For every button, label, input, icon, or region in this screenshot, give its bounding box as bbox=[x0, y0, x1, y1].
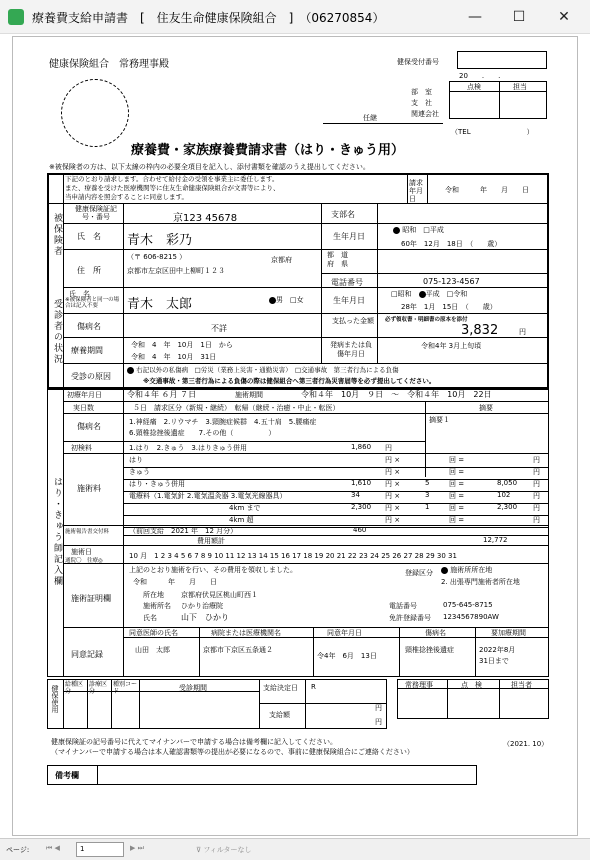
fee-row-yen: 円 bbox=[533, 516, 540, 524]
fee-row-times: 回 = bbox=[449, 492, 465, 500]
cert-org-label: 施術所名 bbox=[143, 602, 171, 610]
office-h2: 診療区分 bbox=[89, 681, 108, 695]
office-h3: 種別コード bbox=[113, 681, 138, 695]
staff-label: 担当 bbox=[513, 83, 527, 91]
era2-selected-icon bbox=[419, 291, 426, 298]
fee-row-divider bbox=[123, 515, 549, 516]
days-value[interactable]: ５日 請求区分（新規・継続） 転帰（継続・治癒・中止・転医） bbox=[133, 404, 340, 412]
fee-row-divider bbox=[123, 467, 549, 468]
cause-text: 右記以外の私傷病 □労災（業務上災害・通勤災害） □交通事故 第三者行為による負傷 bbox=[136, 366, 399, 374]
fee-row-unit: 円 × bbox=[385, 456, 401, 464]
insured-name-label: 氏 名 bbox=[77, 232, 101, 241]
status-bar bbox=[0, 838, 590, 860]
insured-dob-label: 生年月日 bbox=[333, 232, 365, 241]
era-showa: 昭和 bbox=[402, 226, 417, 234]
cert-name-value[interactable]: 山下 ひかり bbox=[181, 613, 229, 622]
paid-note: 必ず領収書・明細書の原本を添付 bbox=[385, 317, 468, 323]
fee-row-qty[interactable]: 2,300 bbox=[351, 503, 372, 511]
cert-name-label: 氏名 bbox=[143, 614, 157, 622]
patient-name-label: 氏 名 bbox=[69, 290, 90, 298]
init-yen: 円 bbox=[385, 444, 392, 452]
fee-row-unit: 円 × bbox=[385, 492, 401, 500]
cert-phone-value[interactable]: 075-645-8715 bbox=[443, 601, 493, 609]
fee-row-unit: 円 × bbox=[385, 504, 401, 512]
next-page-icon[interactable]: ▶ ⏭ bbox=[130, 844, 144, 852]
paid-label: 支払った金額 bbox=[332, 317, 374, 325]
era-heisei-2: 平成 bbox=[425, 290, 440, 298]
fee-row-times: 回 = bbox=[449, 504, 465, 512]
first-visit-label: 初療年月日 bbox=[67, 391, 102, 399]
staff2: 点 検 bbox=[461, 681, 482, 689]
office-h6: 支給額 bbox=[269, 711, 290, 719]
form-version: （2021. 10） bbox=[503, 740, 549, 748]
consent-hosp[interactable]: 京都市下京区五条通２ bbox=[203, 646, 273, 654]
consent-h4: 傷病名 bbox=[425, 629, 446, 637]
summary-label: 摘要 bbox=[479, 404, 493, 412]
fee-row-yen: 円 bbox=[533, 492, 540, 500]
total-value[interactable]: 12,772 bbox=[483, 536, 508, 544]
request-date-label: 請求年月日 bbox=[409, 179, 423, 203]
cert-reg-class-label: 登録区分 bbox=[405, 569, 433, 577]
card-value[interactable]: 京123 45678 bbox=[173, 213, 238, 224]
onset-label: 発病または負傷年月日 bbox=[330, 341, 372, 358]
request-date-value[interactable]: 令和 年 月 日 bbox=[445, 186, 529, 194]
maximize-button[interactable]: ☐ bbox=[512, 9, 526, 25]
insured-name-value[interactable]: 青木 彩乃 bbox=[127, 233, 193, 248]
footer-note: 健康保険証の記号番号に代えてマイナンバーで申請する場合は備考欄に記入してください。 （マイナンバーで申請する場合は本人確認書類等の提出が必要になるので、事前に健康保険組合にご連絡ください） bbox=[51, 738, 414, 756]
card-label: 健康保険証記号・番号 bbox=[75, 205, 117, 221]
fee-row-label: 電療料（1.電気針 2.電気温灸器 3.電気光線器具） bbox=[129, 492, 287, 500]
first-page-icon[interactable]: ⏮ ◀ bbox=[46, 844, 60, 852]
fee-row-divider bbox=[123, 503, 549, 504]
fee-row-unit: 円 × bbox=[385, 516, 401, 524]
consent-date[interactable]: 令4年 6月 13日 bbox=[317, 652, 377, 660]
patient-name-note: ※被保険者と同一の場合は記入不要 bbox=[65, 297, 120, 309]
declaration: 下記のとおり請求します。合わせて給付金の受領を事業主に委任します。 また、療養を受けた医療機関等に住友生命健康保険組合が文書等により、 当申請内容を照会することに同意します。 bbox=[65, 175, 280, 201]
fee-row-qty[interactable]: 34 bbox=[351, 491, 360, 499]
cert-org-value[interactable]: ひかり治療院 bbox=[181, 602, 223, 610]
app-logo-icon bbox=[8, 9, 24, 25]
init-label: 初検料 bbox=[71, 444, 92, 452]
close-button[interactable]: ✕ bbox=[558, 9, 570, 25]
patient-dob-era[interactable]: □昭和 平成 □令和 bbox=[391, 290, 468, 298]
fee-row-label: きゅう bbox=[129, 468, 150, 476]
consent-doctor[interactable]: 山田 太郎 bbox=[135, 646, 170, 654]
clinic-disease-label: 傷病名 bbox=[77, 422, 101, 431]
days-row-sub: 通院〇 往療◎ bbox=[65, 558, 103, 564]
fee-row-unit: 円 × bbox=[385, 468, 401, 476]
cert-text: 上記のとおり施術を行い、その費用を領収しました。 bbox=[129, 566, 297, 574]
clinic-period-value[interactable]: 令和４年 10月 ９日 〜 令和４年 10月 22日 bbox=[301, 390, 492, 399]
instruction: ※被保険者の方は、以下太線の枠内の必要全項目を記入し、添付書類を確認のうえ提出してください。 bbox=[49, 163, 370, 171]
fee-row-times: 回 = bbox=[449, 480, 465, 488]
period-label: 療養期間 bbox=[71, 346, 103, 355]
era-selected-icon bbox=[393, 227, 400, 234]
stamp-circle bbox=[61, 79, 129, 147]
sex-male: 男 bbox=[276, 296, 283, 304]
summary-value[interactable]: 摘要１ bbox=[429, 416, 450, 424]
fee-label: 施術料 bbox=[77, 484, 101, 493]
received-date: 20 . . bbox=[459, 72, 501, 80]
fee-row-times: 回 = bbox=[449, 456, 465, 464]
cert-phone-label: 電話番号 bbox=[389, 602, 417, 610]
office-yen1: 円 bbox=[375, 704, 382, 712]
era-reiwa-2: 令和 bbox=[453, 290, 468, 298]
remarks-label: 備考欄 bbox=[55, 771, 79, 780]
office-h1: 給種区分 bbox=[65, 681, 84, 695]
insured-section-label: 被保険者 bbox=[52, 213, 62, 257]
tel-label: （TEL ） bbox=[451, 128, 534, 136]
patient-dob-value[interactable]: 28年 1月 15日 （ 歳） bbox=[401, 303, 497, 311]
page-number-input[interactable]: 1 bbox=[76, 842, 124, 857]
page-label: ページ: bbox=[6, 846, 30, 854]
days-label: 実日数 bbox=[73, 404, 94, 412]
disease-label: 傷病名 bbox=[77, 322, 101, 331]
fee-row-label: 4km 超 bbox=[229, 516, 254, 524]
fee-row-total[interactable]: 8,050 bbox=[497, 479, 518, 487]
cause-options[interactable] bbox=[127, 365, 399, 374]
fee-row-yen: 円 bbox=[533, 468, 540, 476]
fee-row-yen: 円 bbox=[533, 456, 540, 464]
cause-label: 受診の原因 bbox=[71, 372, 111, 381]
report-value[interactable]: （前回支給 2021 年 12 月分） bbox=[129, 527, 238, 535]
sex-selected-icon bbox=[269, 297, 276, 304]
report-label: 施術報告書交付料 bbox=[65, 529, 110, 535]
filter-status[interactable] bbox=[196, 845, 252, 855]
cert-reg-label: 免許登録番号 bbox=[389, 614, 431, 622]
cert-date[interactable]: 令和 年 月 日 bbox=[133, 578, 217, 586]
period-to[interactable]: 令和 4 年 10月 31日 bbox=[131, 353, 217, 361]
fee-row-total[interactable]: 2,300 bbox=[497, 503, 518, 511]
window-titlebar bbox=[0, 0, 590, 34]
period-from[interactable]: 令和 4 年 10月 1日 から bbox=[131, 341, 233, 349]
cert-reg-class2[interactable]: 2. 出張専門施術者所在地 bbox=[441, 578, 520, 586]
sex-female: 女 bbox=[296, 296, 304, 304]
fee-row-total[interactable]: 102 bbox=[497, 491, 511, 499]
postal-value: （〒 606-8215 ） bbox=[127, 253, 187, 261]
received-number-box[interactable] bbox=[457, 51, 547, 69]
fee-row-count[interactable]: 5 bbox=[425, 479, 430, 487]
branch-label: 支部名 bbox=[331, 210, 355, 219]
fee-row-qty[interactable]: 1,610 bbox=[351, 479, 372, 487]
patient-sex[interactable]: 男 □女 bbox=[269, 295, 304, 305]
window-title: 療養費支給申請書 [ 住友生命健康保険組合 ] （06270854） bbox=[32, 11, 385, 25]
fee-row-label: 4km まで bbox=[229, 504, 261, 512]
minimize-button[interactable]: — bbox=[468, 9, 482, 25]
office-yen2: 円 bbox=[375, 718, 382, 726]
clinic-disease-value[interactable]: 1.神経痛 2.リウマチ 3.頸腕症候群 4.五十肩 5.腰痛症 6.頸椎捻挫後遺症 7.その他（ ） bbox=[129, 418, 317, 437]
pref-options: 都 道 府 県 bbox=[327, 251, 348, 268]
remarks-field[interactable] bbox=[47, 765, 477, 785]
patient-name-value[interactable]: 青木 太郎 bbox=[127, 297, 193, 312]
consent-period[interactable]: 2022年8月 31日まで bbox=[479, 646, 516, 665]
days-row-value[interactable]: 10 月 1 2 3 4 5 6 7 8 9 10 11 12 13 14 15 16 17 18 19 20 21 22 23 24 25 26 27 28 29 30 31 bbox=[129, 552, 457, 560]
filter-label: フィルターなし bbox=[203, 846, 252, 854]
cause-note: ※交通事故・第三者行為による負傷の際は健保組合へ第三者行為災害届等を必ず提出してください。 bbox=[143, 377, 436, 385]
office-label: 健保使用 bbox=[51, 685, 59, 713]
received-label: 健保受付番号 bbox=[397, 58, 439, 66]
patient-dob-label: 生年月日 bbox=[333, 296, 365, 305]
cert-reg-class1[interactable] bbox=[441, 565, 492, 575]
staff1: 常務理事 bbox=[405, 681, 433, 689]
reg-selected-icon bbox=[441, 567, 448, 574]
init-value[interactable]: 1.はり 2.きゅう 3.はりきゅう併用 bbox=[129, 444, 248, 452]
cert-reg-value[interactable]: 1234567890AW bbox=[443, 613, 499, 621]
insured-dob-era[interactable]: 昭和 □平成 bbox=[393, 225, 444, 235]
paid-value[interactable]: 3,832 bbox=[461, 323, 499, 338]
consent-h2: 病院または医療機関名 bbox=[211, 629, 281, 637]
reg-class1-text: 施術所所在地 bbox=[450, 566, 493, 574]
patient-section-label: 受診者の状況 bbox=[52, 299, 62, 365]
clinic-period-label: 施術期間 bbox=[235, 391, 263, 399]
staff3: 担当者 bbox=[511, 681, 532, 689]
form-title: 療養費・家族療養費請求書（はり・きゅう用） bbox=[131, 143, 405, 158]
init-amount[interactable]: 1,860 bbox=[351, 443, 372, 451]
report-amount[interactable]: 460 bbox=[353, 526, 367, 534]
phone-label: 電話番号 bbox=[331, 278, 363, 287]
form-page bbox=[12, 36, 578, 836]
office-h5: 支給決定日 bbox=[263, 684, 298, 692]
fee-row-times: 回 = bbox=[449, 468, 465, 476]
cause-selected-icon bbox=[127, 367, 134, 374]
consent-h5: 要加療期間 bbox=[491, 629, 526, 637]
paid-yen: 円 bbox=[519, 328, 526, 336]
consent-h3: 同意年月日 bbox=[327, 629, 362, 637]
addressee: 健康保険組合 常務理事殿 bbox=[49, 59, 169, 70]
era-heisei: 平成 bbox=[429, 226, 444, 234]
fee-row-times: 回 = bbox=[449, 516, 465, 524]
fee-row-label: はり・きゅう併用 bbox=[129, 480, 185, 488]
address-value[interactable]: 京都市左京区田中上柳町１２３ bbox=[127, 267, 225, 275]
era-showa-2: 昭和 bbox=[397, 290, 412, 298]
postal-code[interactable]: 606-8215 bbox=[143, 253, 177, 261]
fee-row-label: はり bbox=[129, 456, 143, 464]
dept-labels: 部 室 支 社 関連会社 bbox=[411, 88, 439, 118]
office-h4: 受診期間 bbox=[179, 684, 207, 692]
check-box-area bbox=[449, 81, 547, 119]
nin-i-label: 任継 bbox=[363, 114, 377, 122]
fee-row-yen: 円 bbox=[533, 480, 540, 488]
onset-value[interactable]: 令和4年 3月上旬頃 bbox=[421, 342, 482, 350]
fee-row-divider bbox=[123, 479, 549, 480]
office-h5-value[interactable]: R bbox=[311, 683, 316, 691]
first-visit-value[interactable]: 令和４年 ６月 ７日 bbox=[127, 390, 197, 399]
consent-disease[interactable]: 頸椎捻挫後遺症 bbox=[405, 646, 454, 654]
phone-value[interactable]: 075-123-4567 bbox=[423, 277, 480, 286]
fee-row-count[interactable]: 3 bbox=[425, 491, 430, 499]
cert-addr-label: 所在地 bbox=[143, 591, 164, 599]
fee-row-count[interactable]: 1 bbox=[425, 503, 430, 511]
check-label: 点検 bbox=[467, 83, 481, 91]
insured-dob-value[interactable]: 60年 12月 18日 （ 歳） bbox=[401, 240, 502, 248]
consent-label: 同意記録 bbox=[71, 650, 103, 659]
clinic-section-label: はり・きゅう師記入欄 bbox=[52, 477, 62, 587]
days-row-label: 施術日 bbox=[71, 548, 92, 556]
fee-row-unit: 円 × bbox=[385, 480, 401, 488]
cert-label: 施術証明欄 bbox=[71, 594, 111, 603]
consent-h1: 同意医師の氏名 bbox=[129, 629, 178, 637]
filter-icon: ⊽ bbox=[196, 846, 202, 854]
pref-value[interactable]: 京都府 bbox=[271, 256, 292, 264]
disease-value[interactable]: 不詳 bbox=[211, 324, 227, 333]
reg-class2-text: 出張専門施術者所在地 bbox=[449, 578, 520, 586]
address-label: 住 所 bbox=[77, 266, 101, 275]
total-label: 費用額計 bbox=[197, 537, 225, 545]
fee-row-yen: 円 bbox=[533, 504, 540, 512]
cert-addr-value[interactable]: 京都府伏見区桃山町西１ bbox=[181, 591, 258, 599]
